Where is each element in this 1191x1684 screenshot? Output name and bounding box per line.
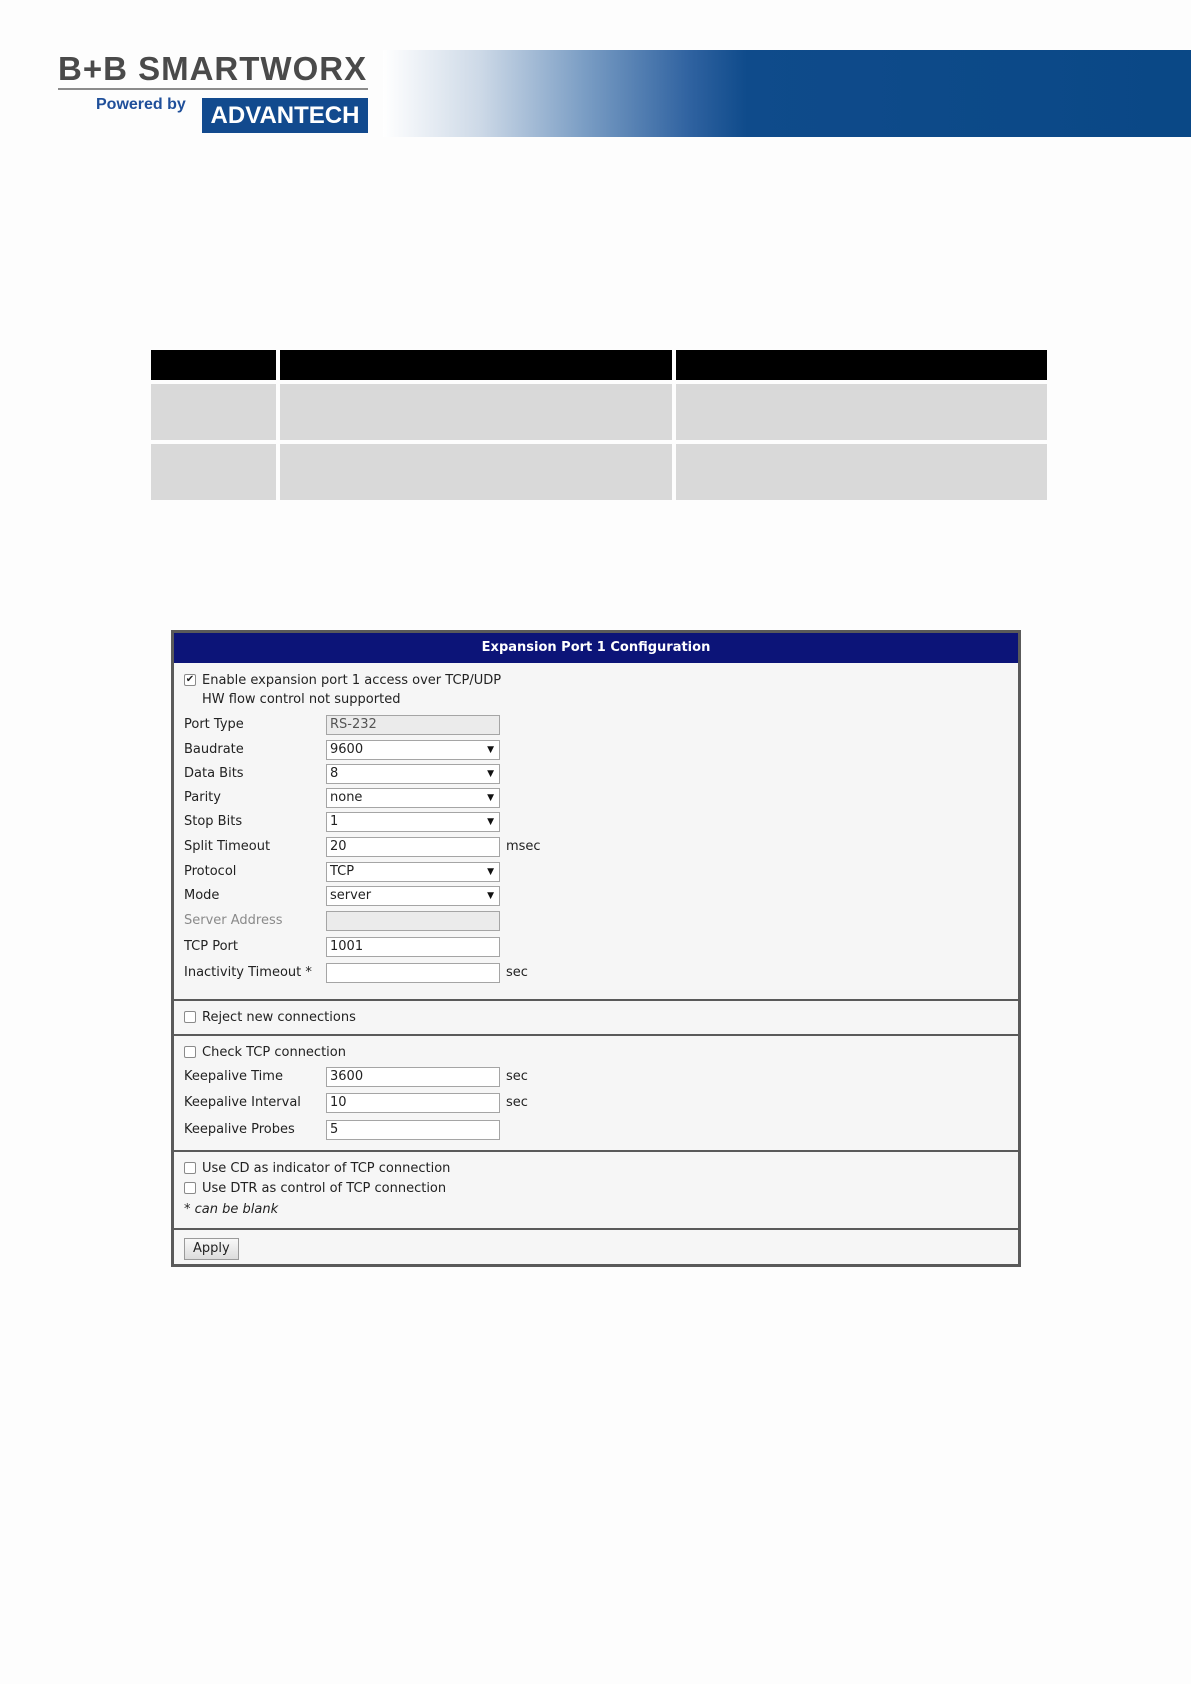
use-cd-checkbox[interactable] <box>184 1162 196 1174</box>
enable-row <box>184 669 501 691</box>
split-timeout-input[interactable]: 20 <box>326 837 500 857</box>
inactivity-timeout-input[interactable] <box>326 963 500 983</box>
baudrate-label: Baudrate <box>184 742 244 757</box>
mode-label: Mode <box>184 888 220 903</box>
stop-bits-select[interactable] <box>326 812 500 832</box>
keepalive-interval-label: Keepalive Interval <box>184 1095 301 1110</box>
table-row <box>151 444 1047 500</box>
keepalive-time-unit: sec <box>506 1069 528 1084</box>
use-cd-row <box>184 1157 450 1179</box>
keepalive-interval-unit: sec <box>506 1095 528 1110</box>
port-type-label: Port Type <box>184 717 244 732</box>
keepalive-probes-label: Keepalive Probes <box>184 1122 295 1137</box>
server-address-input <box>326 911 500 931</box>
reject-label: Reject new connections <box>202 1009 356 1025</box>
powered-by-text: Powered by <box>96 96 186 113</box>
port-type-field: RS-232 <box>326 715 500 735</box>
baudrate-select[interactable] <box>326 740 500 760</box>
table-cell <box>280 444 672 500</box>
keepalive-interval-input[interactable]: 10 <box>326 1093 500 1113</box>
mode-select[interactable] <box>326 886 500 906</box>
use-dtr-label: Use DTR as control of TCP connection <box>202 1180 447 1196</box>
keepalive-time-label: Keepalive Time <box>184 1069 283 1084</box>
hw-flow-note: HW flow control not supported <box>202 692 401 707</box>
baudrate-value: 9600 <box>330 742 364 757</box>
panel-title: Expansion Port 1 Configuration <box>174 633 1018 663</box>
check-tcp-checkbox[interactable] <box>184 1046 196 1058</box>
enable-label: Enable expansion port 1 access over TCP/UDP <box>202 672 502 688</box>
table-cell <box>280 384 672 440</box>
keepalive-section <box>174 1036 1018 1152</box>
reject-row <box>184 1006 356 1028</box>
check-tcp-label: Check TCP connection <box>202 1044 346 1060</box>
tcp-port-label: TCP Port <box>184 939 238 954</box>
table-cell <box>151 444 276 500</box>
table-header-row <box>151 350 1047 380</box>
stop-bits-label: Stop Bits <box>184 814 243 829</box>
parity-value: none <box>330 790 363 805</box>
data-bits-label: Data Bits <box>184 766 244 781</box>
table-header-cell <box>280 350 672 380</box>
table-cell <box>151 384 276 440</box>
table-header-cell <box>676 350 1047 380</box>
inactivity-timeout-label: Inactivity Timeout * <box>184 965 312 980</box>
server-address-label: Server Address <box>184 913 283 928</box>
table-header-cell <box>151 350 276 380</box>
logo-divider <box>58 88 368 90</box>
partner-logo: ADVANTECH <box>202 98 368 133</box>
parity-label: Parity <box>184 790 221 805</box>
use-dtr-checkbox[interactable] <box>184 1182 196 1194</box>
split-timeout-unit: msec <box>506 839 541 854</box>
signal-section <box>174 1152 1018 1230</box>
protocol-value: TCP <box>330 864 355 879</box>
stop-bits-value: 1 <box>330 814 339 829</box>
split-timeout-label: Split Timeout <box>184 839 271 854</box>
parity-select[interactable] <box>326 788 500 808</box>
doc-table <box>151 350 1047 504</box>
reject-checkbox[interactable] <box>184 1011 196 1023</box>
data-bits-select[interactable] <box>326 764 500 784</box>
config-panel <box>171 630 1021 1267</box>
tcp-port-input[interactable]: 1001 <box>326 937 500 957</box>
mode-value: server <box>330 888 372 903</box>
brand-logo-text: B+B SMARTWORX <box>58 50 368 87</box>
use-dtr-row <box>184 1177 446 1199</box>
keepalive-probes-input[interactable]: 5 <box>326 1120 500 1140</box>
table-row <box>151 384 1047 440</box>
header-banner <box>383 50 1191 137</box>
actions-section <box>174 1230 1018 1270</box>
use-cd-label: Use CD as indicator of TCP connection <box>202 1160 451 1176</box>
blank-note: * can be blank <box>184 1202 279 1217</box>
table-cell <box>676 444 1047 500</box>
enable-checkbox[interactable]: ✔ <box>185 674 195 685</box>
port-settings-section <box>174 663 1018 1001</box>
apply-button[interactable]: Apply <box>184 1238 239 1260</box>
keepalive-time-input[interactable]: 3600 <box>326 1067 500 1087</box>
brand-logo <box>58 50 368 135</box>
protocol-label: Protocol <box>184 864 237 879</box>
protocol-select[interactable] <box>326 862 500 882</box>
reject-section <box>174 1001 1018 1036</box>
table-cell <box>676 384 1047 440</box>
check-tcp-row <box>184 1041 346 1063</box>
data-bits-value: 8 <box>330 766 339 781</box>
inactivity-timeout-unit: sec <box>506 965 528 980</box>
